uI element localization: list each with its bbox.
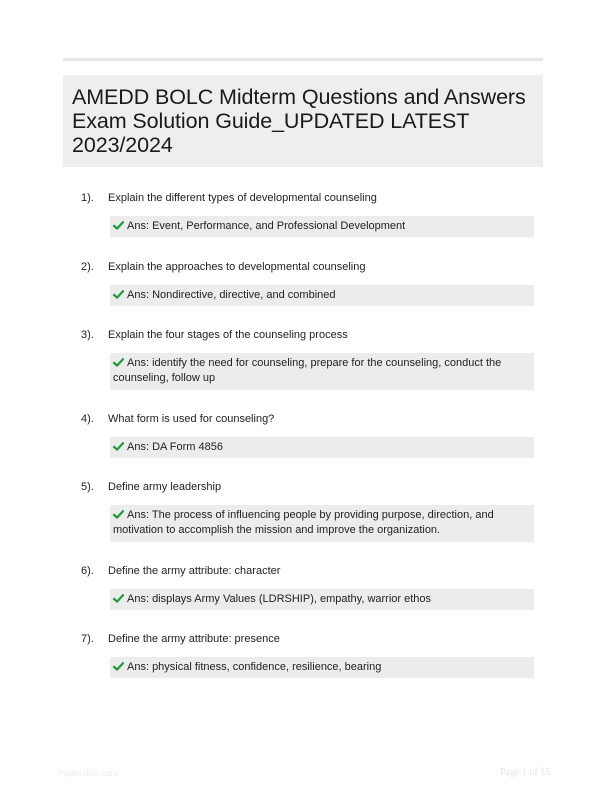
answer-text: Ans: The process of influencing people by providing purpose, direction, and motivation to accomplish the mission and improve the organization. (113, 509, 494, 536)
answer-text: Ans: displays Army Values (LDRSHIP), empathy, warrior ethos (127, 593, 432, 605)
question-text: Define the army attribute: character (108, 565, 281, 577)
check-icon (113, 221, 124, 230)
check-icon (113, 662, 124, 671)
answer-box (110, 437, 534, 458)
page-number: Page 1 of 15 (500, 767, 551, 778)
answer-box (110, 216, 534, 237)
question-number: 4). (81, 413, 94, 425)
answer-box (110, 285, 534, 306)
check-icon (113, 510, 124, 519)
answer-text: Ans: physical fitness, confidence, resilience, bearing (127, 661, 382, 673)
question-text: Explain the different types of developmental counseling (108, 192, 377, 204)
document-title: AMEDD BOLC Midterm Questions and Answers Exam Solution Guide_UPDATED LATEST 2023/2024 (72, 85, 526, 157)
check-icon (113, 290, 124, 299)
answer-text: Ans: identify the need for counseling, prepare for the counseling, conduct the counseling, follow up (113, 357, 502, 384)
answer-box (110, 657, 534, 678)
check-icon (113, 442, 124, 451)
answer-box (110, 353, 534, 390)
answer-text: Ans: Nondirective, directive, and combined (127, 289, 336, 301)
question-text: Explain the approaches to developmental counseling (108, 261, 366, 273)
question-number: 1). (81, 192, 94, 204)
question-number: 5). (81, 481, 94, 493)
question-text: Define the army attribute: presence (108, 633, 280, 645)
title-banner (63, 75, 543, 167)
question-number: 2). (81, 261, 94, 273)
check-icon (113, 358, 124, 367)
answer-box (110, 589, 534, 610)
answer-text: Ans: DA Form 4856 (127, 441, 223, 453)
top-divider (63, 58, 543, 61)
question-text: Explain the four stages of the counseling process (108, 329, 348, 341)
answer-box (110, 505, 534, 542)
footer-watermark: Papersbin.com (58, 768, 119, 778)
question-number: 7). (81, 633, 94, 645)
question-text: Define army leadership (108, 481, 222, 493)
question-number: 6). (81, 565, 94, 577)
question-number: 3). (81, 329, 94, 341)
answer-text: Ans: Event, Performance, and Professional Development (127, 220, 406, 232)
question-text: What form is used for counseling? (108, 413, 275, 425)
check-icon (113, 594, 124, 603)
